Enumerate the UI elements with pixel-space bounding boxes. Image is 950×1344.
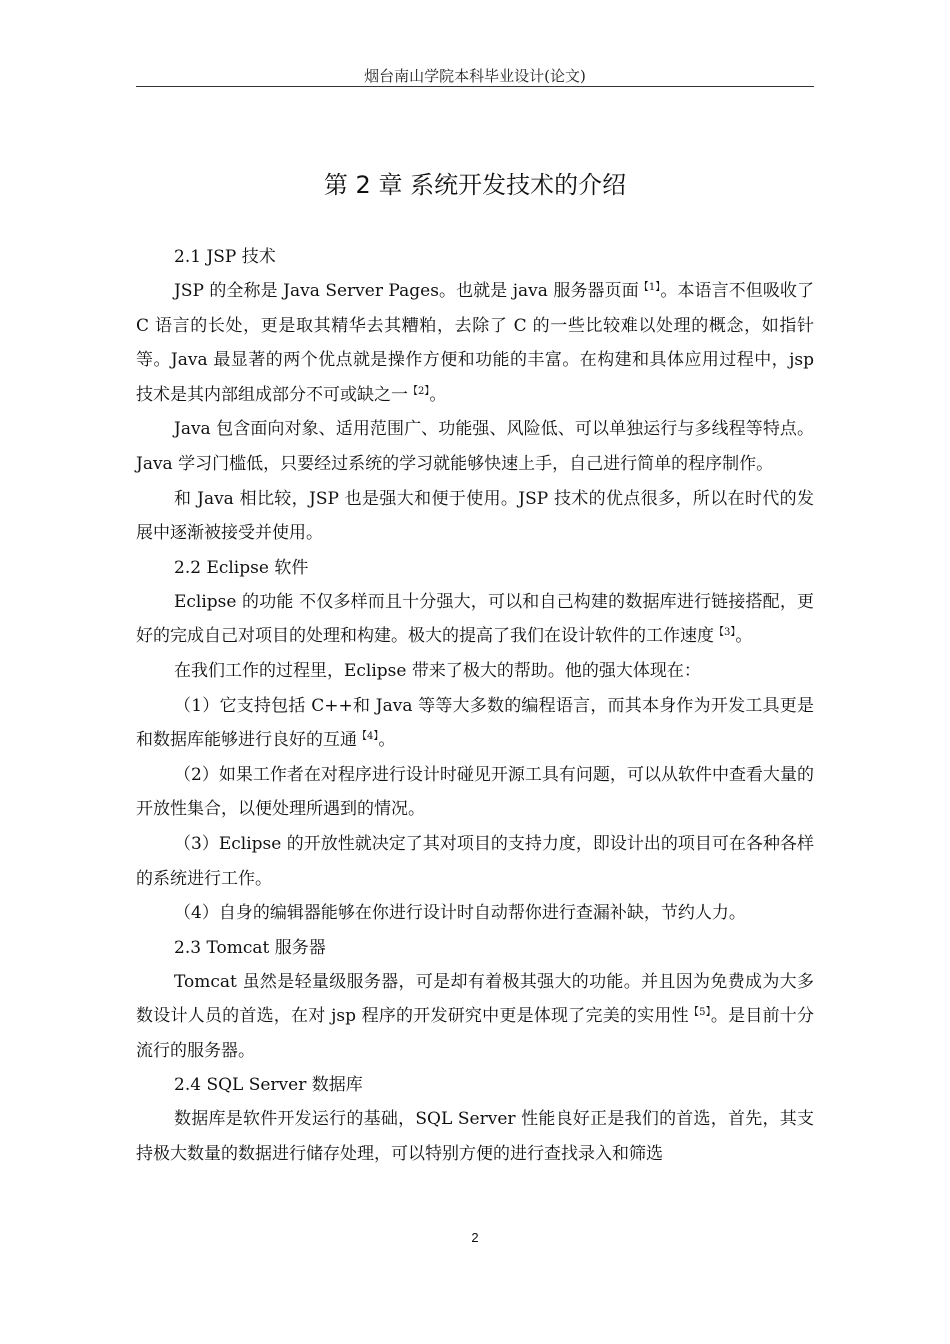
paragraph: JSP 的全称是 Java Server Pages。也就是 java 服务器页面$^{【1】}$。本语言不但吸收了 C 语言的长处，更是取其精华去其糟粕，去除了 C 的一些比较难以处理的概念，如指针等。Java 最显著的两个优点就是操作方便和功能的丰富。在构建和具体应用过程中，jsp 技术是其内部组成部分不可或缺之一$^{【2】}$。 — [136, 281, 814, 405]
citation-ref: 【2】 — [408, 385, 430, 397]
page-body — [136, 168, 814, 1172]
section-heading-2-2 — [136, 551, 814, 585]
paragraph: 在我们工作的过程里，Eclipse 带来了极大的帮助。他的强大体现在： — [174, 660, 701, 681]
paragraph: 数据库是软件开发运行的基础，SQL Server 性能良好正是我们的首选，首先，其支持极大数量的数据进行储存处理，可以特别方便的进行查找录入和筛选 — [136, 1109, 814, 1165]
page-number: 2 — [471, 1230, 479, 1245]
citation-ref: 【5】 — [688, 1007, 711, 1019]
section-title: 数据库 — [311, 1075, 363, 1096]
chapter-title: 第 2 章 系统开发技术的介绍 — [323, 171, 627, 199]
citation-ref: 【3】 — [714, 627, 736, 639]
section-heading-2-4 — [136, 1068, 814, 1102]
citation-ref: 【1】 — [638, 282, 661, 293]
section-title: 软件 — [274, 557, 309, 578]
paragraph: Eclipse 的功能 不仅多样而且十分强大，可以和自己构建的数据库进行链接搭配，更好的完成自己对项目的处理和构建。极大的提高了我们在设计软件的工作速度$^{【3】}$。 — [136, 591, 814, 647]
section-heading-2-1 — [136, 240, 814, 274]
section-number: 2.1 JSP — [174, 247, 237, 267]
paragraph: 和 Java 相比较，JSP 也是强大和便于使用。JSP 技术的优点很多，所以在时代的发展中逐渐被接受并使用。 — [136, 488, 814, 544]
section-number: 2.2 Eclipse — [174, 557, 269, 578]
paragraph: Tomcat 虽然是轻量级服务器，可是却有着极其强大的功能。并且因为免费成为大多数设计人员的首选，在对 jsp 程序的开发研究中更是体现了完美的实用性$^{【5】}$。是目前十分流行的服务器。 — [136, 971, 815, 1061]
citation-ref: 【4】 — [357, 731, 379, 743]
list-item: （2）如果工作者在对程序进行设计时碰见开源工具有问题，可以从软件中查看大量的开放性集合，以便处理所遇到的情况。 — [136, 764, 814, 820]
section-title: 技术 — [241, 247, 276, 267]
list-item: （4）自身的编辑器能够在你进行设计时自动帮你进行查漏补缺，节约人力。 — [174, 903, 746, 924]
running-header: 烟台南山学院本科毕业设计(论文) — [364, 67, 586, 85]
section-number: 2.4 SQL Server — [174, 1075, 307, 1096]
header-rule — [136, 86, 814, 87]
list-item: （1）它支持包括 C++和 Java 等等大多数的编程语言，而其本身作为开发工具更是和数据库能够进行良好的互通$^{【4】}$。 — [136, 695, 814, 751]
section-number: 2.3 Tomcat — [174, 937, 270, 958]
paragraph: Java 包含面向对象、适用范围广、功能强、风险低、可以单独运行与多线程等特点。Java 学习门槛低，只要经过系统的学习就能够快速上手，自己进行简单的程序制作。 — [136, 419, 814, 474]
section-heading-2-3 — [136, 931, 814, 965]
list-item: （3）Eclipse 的开放性就决定了其对项目的支持力度，即设计出的项目可在各种各样的系统进行工作。 — [136, 833, 814, 889]
section-title: 服务器 — [274, 937, 326, 958]
